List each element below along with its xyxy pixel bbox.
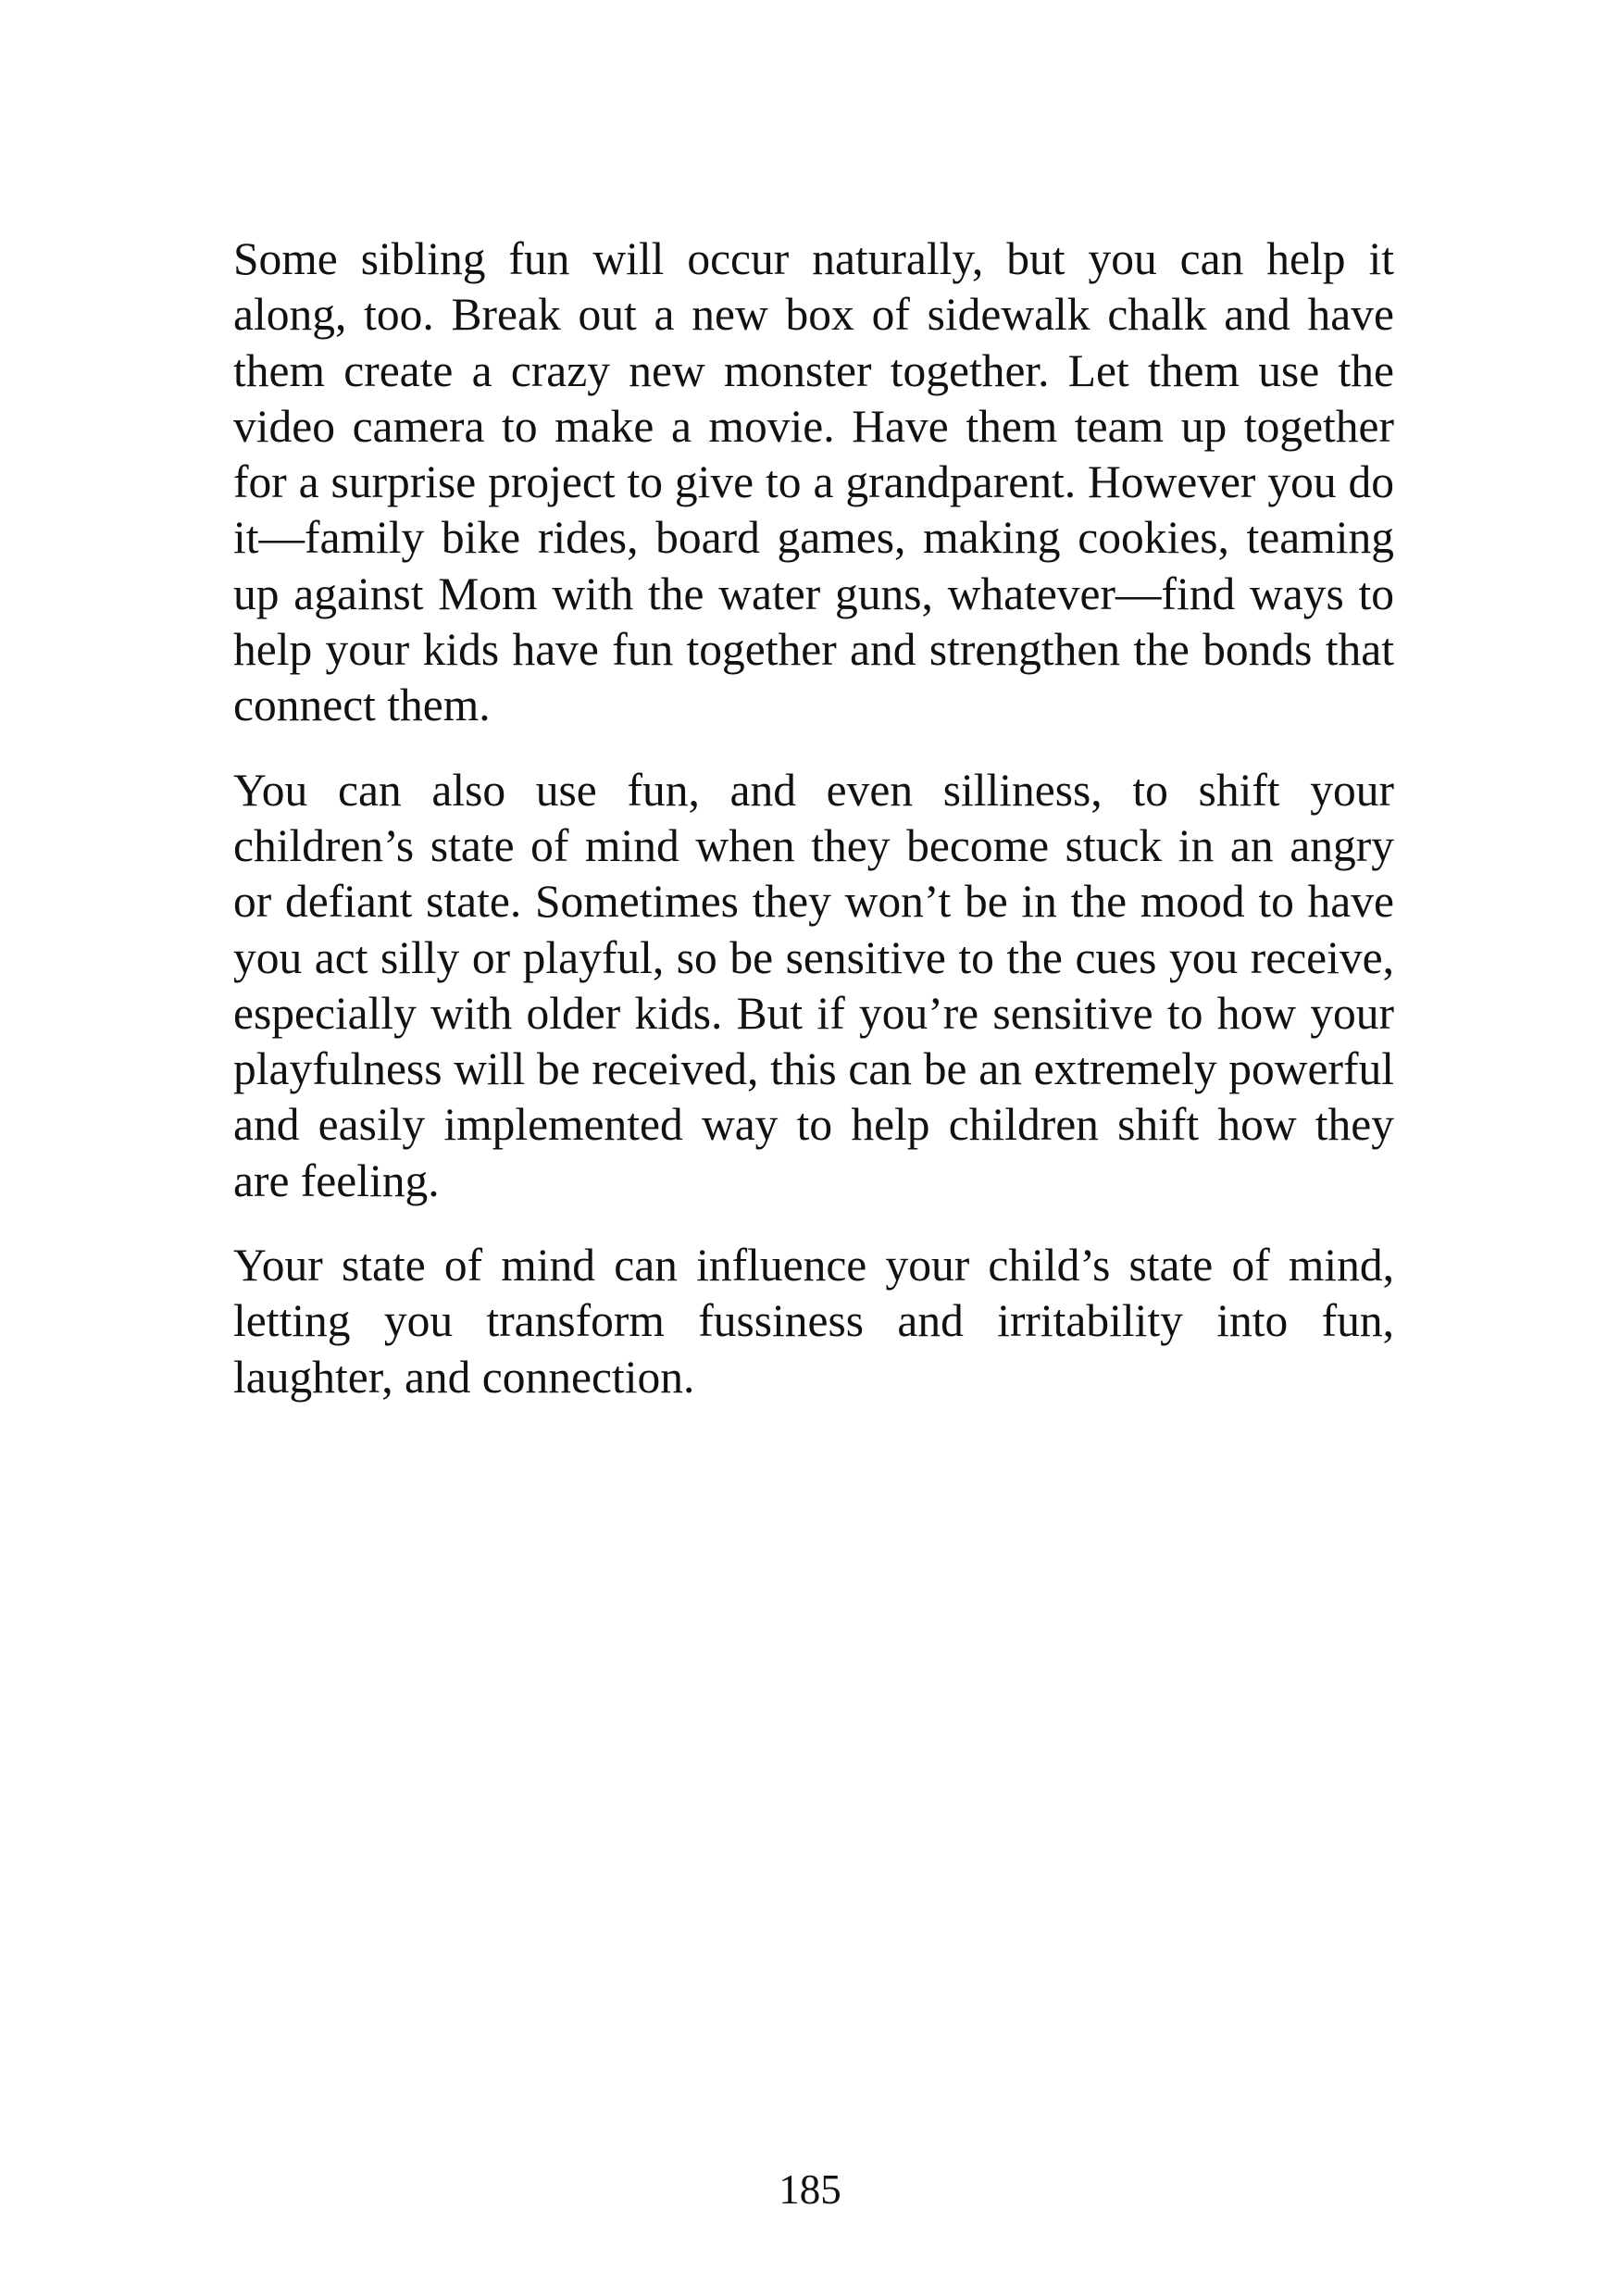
body-text: [233, 231, 1394, 1434]
paragraph: Some sibling fun will occur naturally, but you can help it along, too. Break out a new box of sidewalk chalk and have them create a crazy new monster together. Let them use the video camera to make a movie. Have them team up together for a surprise project to give to a grandparent. However you do it—family bike rides, board games, making cookies, teaming up against Mom with the water guns, whatever—find ways to help your kids have fun together and strengthen the bonds that connect them.: [233, 233, 1394, 731]
page-number: 185: [779, 2166, 841, 2213]
paragraph: You can also use fun, and even silliness, to shift your children’s state of mind when they become stuck in an angry or defiant state. Sometimes they won’t be in the mood to have you act silly or playful, so be sensitive to the cues you receive, especially with older kids. But if you’re sensitive to how your playfulness will be received, this can be an extremely powerful and easily implemented way to help children shift how they are feeling.: [233, 764, 1394, 1206]
paragraph: Your state of mind can influence your child’s state of mind, letting you transform fussiness and irritability into fun, laughter, and connection.: [233, 1240, 1394, 1403]
